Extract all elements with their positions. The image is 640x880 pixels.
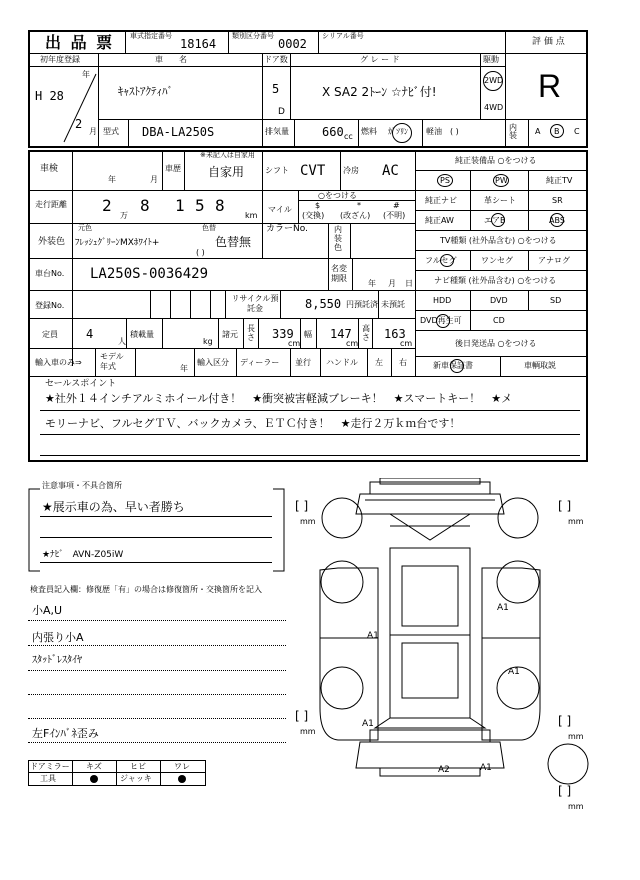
recycle-label: リサイクル預託金: [231, 294, 279, 313]
sales-line-1: ★社外１４インチアルミホイール付き！ ★衝突被害軽減ブレーキ！ ★スマートキー！ ★メ: [45, 392, 513, 405]
car-name-label: 車 名: [155, 55, 187, 64]
load-kg: kg: [203, 337, 213, 346]
ac-label: 冷房: [343, 166, 359, 175]
mileage-man: 万: [120, 211, 128, 220]
drive-label: 駆動: [483, 55, 499, 64]
len-label: 長さ: [247, 324, 255, 342]
color-label: 外装色: [38, 237, 66, 247]
displacement-value: 660: [322, 125, 344, 139]
inner-color-label: 内装色: [334, 225, 342, 252]
equip-pw: PW: [495, 176, 508, 185]
inspector-line-2: 内張り小A: [32, 631, 84, 644]
import-label: 輸入車のみ⇒: [35, 358, 82, 367]
drive-2wd: 2WD: [484, 76, 504, 85]
reg-label: 登録No.: [35, 301, 65, 310]
first-reg-year-suffix: 年: [82, 70, 90, 79]
doors-value: 5: [272, 82, 280, 96]
score-value: R: [538, 68, 562, 104]
len-cm: cm: [288, 339, 301, 348]
color-paint-label: 色替: [202, 224, 216, 232]
inspector-line-1: 小A,U: [32, 604, 63, 617]
interior-label: 内装: [509, 123, 517, 140]
inspector-line-3: ｽﾀｯﾄﾞﾚｽﾀｲﾔ: [32, 655, 82, 666]
import-year: 年: [180, 364, 188, 373]
tv-oneseg: ワンセグ: [481, 256, 513, 265]
mileage-digit-5: 8: [215, 196, 225, 215]
tv-title: TV種類 (社外品含む) ○をつける: [440, 236, 557, 245]
color-no-label: カラーNo.: [266, 224, 308, 234]
load-label: 積載量: [130, 330, 154, 339]
history-value: 自家用: [208, 165, 245, 179]
mm-label-5: mm: [568, 802, 584, 811]
form-title: 出 品 票: [45, 33, 115, 52]
car-damage-diagram: [290, 478, 590, 818]
mileage-digit-1: 2: [102, 196, 112, 215]
dims-label: 諸元: [222, 330, 238, 339]
mm-label-2: mm: [568, 517, 584, 526]
door-type: D: [278, 107, 285, 117]
wid-label: 幅: [304, 330, 312, 339]
mark-a1-rear: A1: [480, 763, 492, 773]
expiry-d: 日: [405, 279, 413, 288]
fuel-gasoline: ｶﾞｿﾘﾝ: [388, 127, 408, 136]
post-warranty: 新車保証書: [433, 361, 473, 370]
auction-no: 18164: [180, 37, 217, 51]
first-reg-label: 初年度登録: [40, 55, 80, 64]
equip-navi: 純正ナビ: [425, 196, 457, 205]
mileage-label: 走行距離: [35, 200, 67, 209]
mirror-r1: 工具: [40, 774, 56, 783]
mileage-mark-note: ○をつける: [318, 191, 357, 200]
model-label: 型式: [103, 127, 119, 136]
mileage-digit-2: 8: [140, 196, 150, 215]
import-dealer: ディーラー: [240, 358, 280, 367]
fuel-label: 燃料: [361, 127, 377, 136]
navi-hdd: HDD: [433, 296, 452, 305]
car-name: ｷｬｽﾄｱｸﾃｨﾊﾞ: [118, 85, 173, 98]
import-handle: ハンドル: [326, 358, 358, 367]
sales-label: セールスポイント: [45, 379, 117, 389]
serial-label: シリアル番号: [322, 32, 364, 40]
notes-line-2: ★ﾅﾋﾞ AVN-Z05iW: [42, 550, 124, 560]
notes-label: 注意事項・不具合箇所: [42, 481, 122, 490]
mm-bracket-1: [ ]: [295, 499, 309, 513]
import-parallel: 並行: [295, 358, 311, 367]
first-reg-month-suffix: 月: [89, 127, 97, 136]
mirror-r3: ジャッキ: [120, 774, 152, 783]
tv-fullseg: フルセグ: [425, 256, 457, 265]
equip-title: 純正装備品 ○をつける: [455, 156, 537, 165]
mileage-opt3-sub: (不明): [383, 211, 406, 220]
mileage-mile: マイル: [268, 205, 292, 214]
jack-dot: [178, 775, 186, 783]
capacity-label: 定員: [42, 330, 58, 339]
import-left: 左: [375, 358, 383, 367]
mm-bracket-5: [ ]: [558, 784, 572, 798]
notes-line-1: ★展示車の為、早い者勝ち: [42, 500, 185, 514]
import-cat-label: 輸入区分: [197, 358, 229, 367]
first-reg-month: 2: [75, 117, 83, 131]
color-paren: ( ): [196, 248, 205, 257]
hgt-cm: cm: [400, 339, 413, 348]
equip-abs: ABS: [549, 216, 565, 225]
grade-label: グ レ ー ド: [360, 55, 400, 64]
mileage-opt1: $: [315, 201, 321, 210]
mirror-h4: ワレ: [174, 762, 190, 771]
recycle-unpaid: 未預託: [381, 300, 405, 309]
fuel-diesel: 軽油: [426, 127, 442, 136]
navi-title: ナビ種類 (社外品含む) ○をつける: [434, 276, 557, 285]
mileage-opt3: #: [393, 201, 400, 210]
mirror-h1: ドアミラー: [30, 762, 70, 771]
score-label: 評 価 点: [532, 37, 565, 47]
mm-bracket-4: [ ]: [558, 714, 572, 728]
sales-line-2: モリーナビ、フルセグＴＶ、バックカメラ、ＥＴＣ付き！ ★走行２万ｋｍ台です！: [45, 417, 461, 430]
fuel-bracket: ( ): [450, 127, 459, 136]
recycle-value: 8,550: [305, 297, 342, 311]
color-orig-label: 元色: [78, 224, 92, 232]
post-manual: 車輌取説: [524, 361, 556, 370]
mm-bracket-3: [ ]: [295, 709, 309, 723]
auction-no-label: 車式指定番号: [130, 32, 172, 40]
model-value: DBA-LA250S: [142, 125, 215, 139]
import-model-year: モデル年式: [100, 352, 124, 371]
mark-a1-right: A1: [497, 603, 509, 613]
class-label: 類別区分番号: [232, 32, 274, 40]
import-right: 右: [399, 358, 407, 367]
inspection-year: 年: [108, 175, 116, 184]
recycle-unit: 円預託済: [346, 300, 378, 309]
mirror-h3: ヒビ: [130, 762, 146, 771]
expiry-y: 年: [368, 279, 376, 288]
shift-value: CVT: [300, 163, 326, 179]
interior-c: C: [574, 127, 580, 136]
equip-sr: SR: [552, 196, 563, 205]
len-value: 339: [272, 327, 294, 341]
chassis-label: 車台No.: [35, 269, 65, 278]
first-reg-era: H 28: [35, 89, 64, 103]
mm-label-3: mm: [300, 727, 316, 736]
class-no: 0002: [278, 37, 307, 51]
cc-unit: cc: [344, 132, 353, 141]
mileage-opt2: *: [357, 201, 361, 210]
mm-label-4: mm: [568, 732, 584, 741]
capacity-person: 人: [118, 337, 126, 346]
expiry-label: 名変期限: [331, 264, 347, 283]
inspector-label: 検査員記入欄：修復歴「有」の場合は修復箇所・交換箇所を記入: [30, 585, 262, 594]
navi-dvdplay: DVD再生可: [420, 316, 462, 325]
mileage-opt1-sub: (交換): [302, 211, 325, 220]
interior-b: B: [554, 127, 560, 136]
inspection-label: 車検: [40, 164, 59, 174]
displacement-label: 排気量: [265, 127, 289, 136]
equip-airbag: エアB: [484, 216, 506, 225]
inspection-month: 月: [150, 175, 158, 184]
mark-a1-left: A1: [367, 631, 379, 641]
wid-value: 147: [330, 327, 352, 341]
hgt-label: 高さ: [362, 324, 370, 342]
navi-dvd: DVD: [490, 296, 508, 305]
navi-cd: CD: [493, 316, 505, 325]
doors-label: ドア数: [264, 55, 288, 64]
hgt-value: 163: [384, 327, 406, 341]
wid-cm: cm: [346, 339, 359, 348]
mileage-digit-4: 5: [195, 196, 205, 215]
capacity-value: 4: [86, 327, 94, 341]
mileage-opt2-sub: (改ざん): [340, 211, 371, 220]
shift-label: シフト: [265, 166, 289, 175]
equip-tv: 純正TV: [546, 176, 573, 185]
color-paint: 色替無: [215, 235, 252, 249]
history-note: ※未記入は自家用: [200, 151, 255, 159]
mm-bracket-2: [ ]: [558, 499, 572, 513]
equip-ps: PS: [440, 176, 450, 185]
navi-sd: SD: [550, 296, 562, 305]
mileage-km: km: [245, 211, 258, 220]
inspector-line-6: 左Fｲﾝﾊﾞﾈ歪み: [32, 727, 99, 740]
drive-4wd: 4WD: [484, 103, 504, 112]
ac-value: AC: [382, 163, 399, 179]
mark-a1-right-lower: A1: [508, 667, 520, 677]
equip-leather: 革シート: [484, 196, 516, 205]
tool-dot: [90, 775, 98, 783]
post-title: 後日発送品 ○をつける: [455, 339, 537, 348]
mark-a2-rear: A2: [438, 765, 450, 775]
expiry-m: 月: [388, 279, 396, 288]
history-label: 車歴: [165, 164, 181, 173]
equip-aw: 純正AW: [425, 216, 454, 225]
mileage-digit-3: 1: [175, 196, 185, 215]
mirror-h2: キズ: [86, 762, 102, 771]
interior-a: A: [535, 127, 541, 136]
color-orig: ﾌﾚｯｼｭｸﾞﾘｰﾝMXﾎﾜｲﾄ+: [75, 238, 160, 248]
tv-analog: アナログ: [538, 256, 570, 265]
chassis-value: LA250S-0036429: [90, 266, 209, 282]
mm-label-1: mm: [300, 517, 316, 526]
grade-value: X SA2 2ﾄｰﾝ ☆ﾅﾋﾞ付!: [322, 85, 437, 99]
mark-a1-bottom-left: A1: [362, 719, 374, 729]
